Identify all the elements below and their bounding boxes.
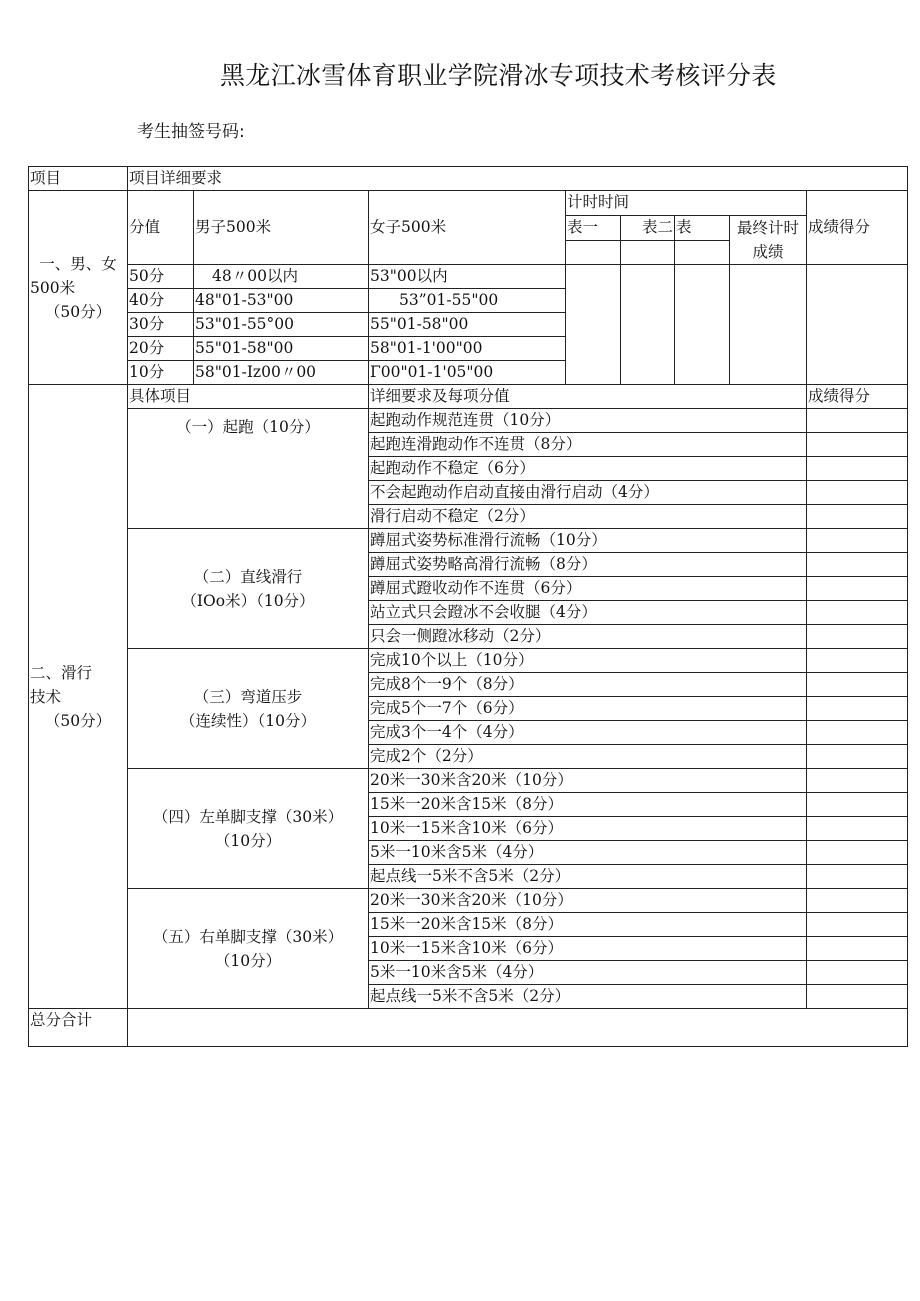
criteria-grade-cell[interactable] bbox=[807, 625, 908, 649]
score-value: 40分 bbox=[128, 289, 194, 313]
score-value: 20分 bbox=[128, 337, 194, 361]
female-range: 53”01-55"00 bbox=[369, 289, 566, 313]
criteria-grade-cell[interactable] bbox=[807, 409, 908, 433]
criteria-grade-cell[interactable] bbox=[807, 481, 908, 505]
criteria-detail: 15米一20米含15米（8分） bbox=[369, 793, 807, 817]
grade-cell bbox=[807, 265, 908, 385]
criteria-detail: 起跑动作规范连贯（10分） bbox=[369, 409, 807, 433]
grade-header: 成绩得分 bbox=[807, 191, 908, 265]
criteria-grade-cell[interactable] bbox=[807, 433, 908, 457]
score-value: 10分 bbox=[128, 361, 194, 385]
page-title: 黑龙江冰雪体育职业学院滑冰专项技术考核评分表 bbox=[220, 61, 777, 90]
criteria-grade-cell[interactable] bbox=[807, 721, 908, 745]
total-value-cell[interactable] bbox=[128, 1009, 908, 1047]
criteria-detail: 起点线一5米不含5米（2分） bbox=[369, 865, 807, 889]
criteria-grade-cell[interactable] bbox=[807, 937, 908, 961]
section1-title: 一、男、女 500米 （50分） bbox=[29, 191, 128, 385]
score-col-header: 分值 bbox=[128, 191, 194, 265]
criteria-row bbox=[29, 409, 908, 433]
criteria-grade-cell[interactable] bbox=[807, 913, 908, 937]
male-range: 48"01-53"00 bbox=[194, 289, 369, 313]
criteria-detail: 只会一侧蹬冰移动（2分） bbox=[369, 625, 807, 649]
detail-col-header: 详细要求及每项分值 bbox=[369, 385, 807, 409]
criteria-grade-cell[interactable] bbox=[807, 817, 908, 841]
table2-header: 表二 bbox=[621, 216, 675, 241]
table3-cell bbox=[675, 265, 730, 385]
table1-header: 表一 bbox=[566, 216, 621, 241]
criteria-detail: 滑行启动不稳定（2分） bbox=[369, 505, 807, 529]
criteria-detail: 完成3个一4个（4分） bbox=[369, 721, 807, 745]
criteria-detail: 蹲屈式姿势标准滑行流畅（10分） bbox=[369, 529, 807, 553]
criteria-detail: 5米一10米含5米（4分） bbox=[369, 841, 807, 865]
final-time-cell bbox=[730, 265, 807, 385]
table3-header: 表 bbox=[675, 216, 730, 241]
criteria-group-label: （五）右单脚支撑（30米） （10分） bbox=[128, 889, 369, 1009]
male-500-header: 男子500米 bbox=[194, 191, 369, 265]
section2-title: 二、滑行 技术 （50分） bbox=[29, 385, 128, 1009]
female-range: 58"01-1'00"00 bbox=[369, 337, 566, 361]
criteria-grade-cell[interactable] bbox=[807, 745, 908, 769]
criteria-grade-cell[interactable] bbox=[807, 697, 908, 721]
criteria-detail: 20米一30米含20米（10分） bbox=[369, 889, 807, 913]
criteria-row bbox=[29, 529, 908, 553]
criteria-grade-cell[interactable] bbox=[807, 793, 908, 817]
criteria-row bbox=[29, 889, 908, 913]
criteria-grade-cell[interactable] bbox=[807, 961, 908, 985]
header-item: 项目 bbox=[29, 167, 128, 191]
criteria-grade-cell[interactable] bbox=[807, 985, 908, 1009]
criteria-grade-cell[interactable] bbox=[807, 457, 908, 481]
male-range: 53"01-55°00 bbox=[194, 313, 369, 337]
criteria-detail: 蹲屈式蹬收动作不连贯（6分） bbox=[369, 577, 807, 601]
criteria-group-label: （三）弯道压步 （连续性）（10分） bbox=[128, 649, 369, 769]
time-row bbox=[29, 265, 908, 289]
header-detail: 项目详细要求 bbox=[128, 167, 908, 191]
criteria-detail: 完成8个一9个（8分） bbox=[369, 673, 807, 697]
table1-cell bbox=[566, 265, 621, 385]
table2-cell bbox=[621, 265, 675, 385]
header-row bbox=[29, 167, 908, 191]
female-range: Γ00"01-1'05"00 bbox=[369, 361, 566, 385]
scoring-table bbox=[28, 166, 908, 1047]
score-value: 30分 bbox=[128, 313, 194, 337]
criteria-row bbox=[29, 649, 908, 673]
final-time-header: 最终计时 成绩 bbox=[730, 216, 807, 265]
criteria-grade-cell[interactable] bbox=[807, 769, 908, 793]
female-range: 55"01-58"00 bbox=[369, 313, 566, 337]
timing-header: 计时时间 bbox=[566, 191, 807, 216]
criteria-grade-cell[interactable] bbox=[807, 841, 908, 865]
criteria-grade-cell[interactable] bbox=[807, 889, 908, 913]
criteria-grade-cell[interactable] bbox=[807, 553, 908, 577]
score-value: 50分 bbox=[128, 265, 194, 289]
criteria-grade-cell[interactable] bbox=[807, 577, 908, 601]
section2-header-row bbox=[29, 385, 908, 409]
total-label: 总分合计 bbox=[29, 1009, 128, 1047]
criteria-grade-cell[interactable] bbox=[807, 505, 908, 529]
criteria-detail: 完成2个（2分） bbox=[369, 745, 807, 769]
criteria-detail: 完成5个一7个（6分） bbox=[369, 697, 807, 721]
criteria-detail: 起跑连滑跑动作不连贯（8分） bbox=[369, 433, 807, 457]
criteria-grade-cell[interactable] bbox=[807, 865, 908, 889]
criteria-detail: 完成10个以上（10分） bbox=[369, 649, 807, 673]
criteria-group-label: （二）直线滑行 （IOo米）（10分） bbox=[128, 529, 369, 649]
grade-col-header: 成绩得分 bbox=[807, 385, 908, 409]
female-range: 53"00以内 bbox=[369, 265, 566, 289]
female-500-header: 女子500米 bbox=[369, 191, 566, 265]
criteria-detail: 20米一30米含20米（10分） bbox=[369, 769, 807, 793]
criteria-detail: 站立式只会蹬冰不会收腿（4分） bbox=[369, 601, 807, 625]
criteria-grade-cell[interactable] bbox=[807, 529, 908, 553]
lot-number-label: 考生抽签号码: bbox=[137, 122, 245, 142]
criteria-detail: 10米一15米含10米（6分） bbox=[369, 817, 807, 841]
criteria-grade-cell[interactable] bbox=[807, 649, 908, 673]
criteria-detail: 蹲屈式姿势略高滑行流畅（8分） bbox=[369, 553, 807, 577]
male-range: 55"01-58"00 bbox=[194, 337, 369, 361]
criteria-row bbox=[29, 769, 908, 793]
criteria-detail: 不会起跑动作启动直接由滑行启动（4分） bbox=[369, 481, 807, 505]
male-range: 48〃00以内 bbox=[194, 265, 369, 289]
criteria-detail: 5米一10米含5米（4分） bbox=[369, 961, 807, 985]
criteria-detail: 起点线一5米不含5米（2分） bbox=[369, 985, 807, 1009]
criteria-group-label: （四）左单脚支撑（30米） （10分） bbox=[128, 769, 369, 889]
criteria-detail: 10米一15米含10米（6分） bbox=[369, 937, 807, 961]
criteria-detail: 15米一20米含15米（8分） bbox=[369, 913, 807, 937]
total-row bbox=[29, 1009, 908, 1047]
criteria-group-label: （一）起跑（10分） bbox=[128, 409, 369, 529]
criteria-grade-cell[interactable] bbox=[807, 673, 908, 697]
criteria-detail: 起跑动作不稳定（6分） bbox=[369, 457, 807, 481]
criteria-grade-cell[interactable] bbox=[807, 601, 908, 625]
male-range: 58"01-Iz00〃00 bbox=[194, 361, 369, 385]
section1-timing-row bbox=[29, 191, 908, 216]
item-col-header: 具体项目 bbox=[128, 385, 369, 409]
